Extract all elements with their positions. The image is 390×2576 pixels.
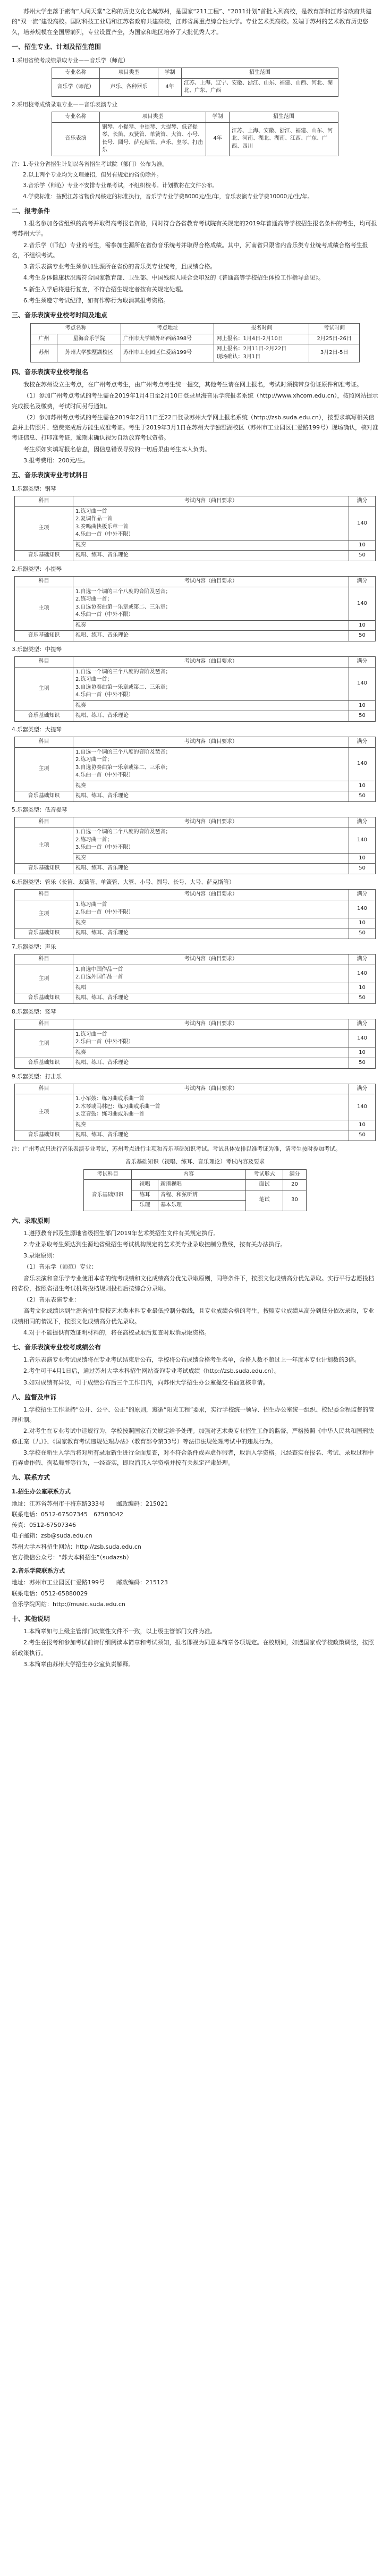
instrument-type-label: 7.乐器类型：声乐 [12,943,56,950]
table-header: 科目 [15,577,73,587]
contact-line: 联系电话：0512-65880029 [12,1590,88,1597]
table-header: 考试内容（曲目要求） [73,737,349,748]
table-header: 专业名称 [52,68,100,79]
table-header: 满分 [349,496,376,507]
instrument-type-label: 3.乐器类型：中提琴 [12,646,62,653]
section-6-title: 六、录取原则 [12,1217,50,1224]
instrument-type-label: 6.乐器类型：管乐（长笛、双簧管、单簧管、大管、小号、圆号、长号、大号、萨克斯管） [12,879,235,885]
exam-subject-table [14,954,376,1004]
table-header: 科目 [15,496,73,507]
table-header: 考试科目 [84,1169,132,1180]
table-row: 音乐基础知识 视唱、练耳、音乐理论 50 [15,791,376,802]
instrument-type-label: 5.乐器类型：低音提琴 [12,806,67,813]
table-row: 主项 1.练习曲一首 2.乐曲一首（中外不限） 140 [15,1029,376,1048]
table-row: 视奏 10 [15,853,376,864]
instrument-type-label: 9.乐器类型：打击乐 [12,1073,62,1080]
table-row: 主项 1.自选一个调的三个八度的音阶及琶音； 2.练习曲一首； 3.自选协奏曲第一乐章或第二、三乐章； 4.乐曲一首（中外不限） 140 [15,747,376,781]
contact-line: 联系电话：0512-67507345 67503042 [12,1510,123,1518]
table-row: 视奏 10 [15,700,376,711]
table-header: 满分 [349,955,376,965]
paragraph: 5.新生入学后将进行复查，不符合招生规定者按有关规定处理。 [23,285,187,293]
table-row: 视唱 10 [15,983,376,993]
table-header: 满分 [283,1169,307,1180]
contact-sub-2: 2.音乐学院联系方式 [12,1567,65,1575]
exam-site-table [30,323,360,362]
paragraph: 4.考生身体健康状况需符合国家教育部、卫生部、中国残疾人联合会印发的《普通高等学校招生体检工作指导意见》。 [23,274,324,282]
table-row: 音乐基础知识 视唱、练耳、音乐理论 50 [15,711,376,722]
paragraph: 2.专业录取考生须达到生源地省级招生考试机构规定的艺术类专业录取控制分数线，按有关办法执行。 [23,1240,286,1248]
contact-line: 传真：0512-67507346 [12,1522,76,1529]
table-header: 科目 [15,817,73,827]
table-row: 音乐基础知识 视唱、练耳、音乐理论 50 [15,928,376,939]
table-row: 音乐基础知识 视唱 新谱视唱 面试 20 [84,1180,307,1190]
paragraph: 3.本简章由苏州大学招生办公室负责解释。 [23,1660,134,1668]
table-header: 科目 [15,1019,73,1030]
table-row: 主项 1.自选一个调的三个八度的音阶及琶音； 2.练习曲一首； 3.自选协奏曲第一乐章或第二、三乐章； 4.乐曲一首（中外不限） 140 [15,667,376,700]
table-header: 科目 [15,657,73,668]
table-header: 考试内容（曲目要求） [73,577,349,587]
paragraph: 3.报考费用：200元/生。 [23,457,89,464]
section-1-title: 一、招生专业、计划及招生范围 [12,43,101,50]
paragraph: 2.音乐学（师范）专业的考生，需参加生源所在省份音乐统考并取得合格成绩。其中，河南省只限省内音乐类专业统考成绩合格考生报名，不组织考试。 [12,241,368,259]
paragraph: （1）音乐学（师范）专业： [23,1263,97,1271]
paragraph: （1）参加广州考点考试的考生需在2019年1月4日至2月10日登录星海音乐学院报名系统（http://www.xhcom.edu.cn），按照网站提示完成报名及缴费，考试时间另行通知。 [12,392,378,410]
intro-paragraph: 苏州大学坐落于素有“人间天堂”之称的历史文化名城苏州，是国家“211工程”、“2011计划”首批入列高校，是教育部和江苏省政府共建的“双一流”建设高校。国防科技工业局和江苏省政府共建高校，江苏省属重点综合性大学。专业艺术类高校。发端于苏州的艺术教育历史悠久，培养规模在全国居前列，专业设置齐全，为国家和地区培养了大批优秀人才。 [12,8,372,36]
table-header: 考试内容（曲目要求） [73,496,349,507]
table-row: 主项 1.自选中国作品一首 2.自选外国作品一首 140 [15,965,376,983]
table-header: 考点名称 [31,324,121,334]
instrument-type-label: 2.乐器类型：小提琴 [12,565,62,572]
exam-subject-table [14,496,376,561]
table-header: 满分 [349,657,376,668]
paragraph: 1.音乐表演专业考试成绩将在专业考试结束后公布，学校将公布成绩合格考生名单，合格人数不超过上一年度本专业计划数的3倍。 [23,1356,360,1364]
section-10-title: 十、其他说明 [12,1615,50,1623]
table-header: 专业名称 [52,112,100,123]
table-row: 音乐基础知识 视唱、练耳、音乐理论 50 [15,551,376,561]
paragraph: 2.考生在报考和参加考试前请仔细阅读本简章和考试须知，报名即视为同意本简章各项规定。在校期间，如遇国家或学校政策调整，按照新政策执行。 [12,1639,374,1657]
table-header: 科目 [15,1084,73,1094]
section-4-title: 四、音乐表演专业校考报名 [12,368,89,376]
table-header: 报名时间 [214,324,309,334]
paragraph: 1.报名参加各省组织的高考并取得高考报名资格，同时符合各省教育考试院有关规定的2019年普通高等学校招生报名条件的考生，均可报考苏州大学。 [12,220,377,238]
paragraph: 2.对考生在专业考试中违规行为，学校按照国家有关规定给予处理。加强对艺术类专业招生工作的监督，严格按照《中华人民共和国刑法修正案（九）》、《国家教育考试违规处理办法》（教育部令第33号）等法律法规处理考试中的违规行为。 [12,1428,374,1445]
paragraph: （2）参加苏州考点考试的考生需在2019年2月11日至22日登录苏州大学网上报名系统（http://zsb.suda.edu.cn），按要求填写相关信息并上传照片、缴费完成后方能生成准考证。考生于2019年3月1日在苏州大学独墅湖校区（苏州市工业园区仁爱路199号）现场确认，核对准考证信息、打印准考证，逾期未确认视为自动放弃考试资格。 [12,413,378,442]
table-row: 主项 1.练习曲一首 2.复调作品一首 3.奏鸣曲快板乐章一首 4.乐曲一首（中外不限） 140 [15,506,376,540]
instrument-type-label: 8.乐器类型：竖琴 [12,1008,56,1015]
exam-subject-table [14,817,376,874]
table-row: 音乐基础知识 视唱、练耳、音乐理论 50 [15,993,376,1004]
table-header: 学制 [206,112,230,123]
table-header: 满分 [349,1019,376,1030]
exam-subject-table [14,1019,376,1069]
table-row: 音乐基础知识 视唱、练耳、音乐理论 50 [15,864,376,874]
table-row: 视奏 10 [15,918,376,928]
table-header: 招生范围 [230,112,338,123]
section-1-sub-1: 1.采用省统考成绩录取专业——音乐学（师范） [12,57,129,64]
table-header: 科目 [15,737,73,748]
paragraph: （2）音乐表演专业： [23,1296,80,1304]
instrument-type-label: 1.乐器类型：钢琴 [12,486,56,492]
table-header: 项目类型 [100,112,206,123]
table-row: 视奏 10 [15,540,376,551]
table-row: 音乐表演 钢琴、小提琴、中提琴、大提琴、低音提琴、长笛、双簧管、单簧管、大管、小号、长号、圆号、萨克斯管、声乐、竖琴、打击乐 4年 江苏、上海、安徽、浙江、福建、山东、河北、河南、湖北、湖南、江西、广东、广西、四川 [52,122,338,156]
table-row: 主项 1.自选一个调的二个八度的音阶及琶音； 2.练习曲一首； 3.乐曲一首（中外不限） 140 [15,827,376,854]
section-2-title: 二、报考条件 [12,207,50,215]
table-header: 满分 [349,1084,376,1094]
paragraph: 3.如对成绩有异议，可于成绩公布后三个工作日内，向苏州大学招生办公室提交书面复核申请。 [23,1379,269,1386]
exam-subject-table [14,1084,376,1141]
contact-line: 地址：苏州市工业园区仁爱路199号 邮政编码：215123 [12,1579,168,1586]
table-header: 科目 [15,890,73,900]
paragraph: 1.学校招生工作坚持“公开、公平、公正”的原则，遵循“阳光工程”要求，实行学校统一领导、招生办公室统一组织、校纪委全程监督的管理机制。 [12,1406,375,1424]
instrument-type-label: 4.乐器类型：大提琴 [12,726,62,733]
table-row: 主项 1.练习曲一首 2.乐曲一首（中外不限） 140 [15,900,376,918]
paragraph: 3.录取原则： [23,1252,58,1260]
paragraph: 3.音乐表演专业考生须参加生源所在省份的音乐类专业统考，且成绩合格。 [23,263,216,270]
table-row: 视奏 10 [15,620,376,631]
table-header: 满分 [349,737,376,748]
table-row: 主项 1.小军鼓：练习曲或乐曲一首 2.木琴或马林巴：练习曲或乐曲一首 3.定音鼓：练习曲或乐曲一首 140 [15,1094,376,1120]
table-row: 音乐学（师范） 声乐、各种器乐 4年 江苏、上海、辽宁、安徽、浙江、山东、福建、山西、河北、湖北、广东、广西 [52,78,338,96]
section-1-notes: 注：1.专业分省招生计划以各省招生考试院（部门）公布为准。 2.以上两个专业均为文理兼招，但另有规定的省份除外。 3.音乐学（师范）专业不安排专业课考试，不组织校考。计划数将在文件公布。 4.学费标准：按照江苏省物价局核定的标准执行，音乐学专业学费8000元/生/年，音乐表演专业学费10000元/生/年。 [12,161,313,200]
exam-subject-groups [12,484,378,1141]
paragraph: 我校在苏州设立主考点，在广州考点考生，由广州考点考生统一提交，其他考生请在网上报名，考试时须携带身份证原件和准考证。 [23,381,362,388]
table-row: 练耳 音程、和弦听辨 笔试 30 [84,1190,307,1201]
contact-email[interactable]: 电子邮箱：zsb@suda.edu.cn [12,1532,92,1540]
table-header: 考点地址 [121,324,214,334]
section-5-note: 注：广州考点只进行音乐表演专业考试，苏州考点进行主项和音乐基础知识考试。考试具体安排以准考证为准，请考生按时参加考试。 [12,1145,341,1152]
table-header: 考试内容（曲目要求） [73,1084,349,1094]
table-header: 考试内容（曲目要求） [73,955,349,965]
music-basics-table [83,1169,307,1211]
table-row: 乐理 基本乐理 [84,1201,307,1211]
paragraph: 4.对于不能提供有效证明材料的，将在高校录取后复查时取消录取资格。 [23,1329,210,1336]
table-header: 科目 [15,955,73,965]
table-row: 广州 星海音乐学院 广州市大学城外环西路398号 网上报名：1月4日-2月10日 2月25日-26日 [31,334,360,344]
table-header: 考试内容（曲目要求） [73,890,349,900]
table-header: 考试内容（曲目要求） [73,817,349,827]
section-3-title: 三、音乐表演专业校考时间及地点 [12,311,108,319]
exam-subject-table [14,656,376,722]
table-header: 考试形式 [246,1169,283,1180]
paragraph: 1.遵照教育部及生源地省级招生部门2019年艺术类招生文件有关规定执行。 [23,1229,219,1237]
table-row: 视奏 10 [15,1048,376,1058]
table-header: 考试时间 [309,324,360,334]
contact-website-link[interactable]: 音乐学院网站：http://music.suda.edu.cn [12,1600,125,1608]
exam-subject-table [14,737,376,802]
table-header: 考试内容（曲目要求） [73,657,349,668]
section-5-title: 五、音乐表演专业考试科目 [12,471,89,479]
paragraph: 1.本简章如与上级主管部门政策性文件不一致，以上级主管部门文件为准。 [23,1628,216,1635]
table-row: 主项 1.自选一个调的三个八度的音阶及琶音； 2.练习曲一首； 3.自选协奏曲第一乐章或第二、三乐章； 4.乐曲一首（中外不限） 140 [15,587,376,620]
table-row: 视奏 10 [15,1120,376,1130]
section-8-title: 八、监督及申诉 [12,1393,57,1401]
section-7-title: 七、音乐表演专业校考成绩公布 [12,1344,101,1352]
table-row: 音乐基础知识 视唱、练耳、音乐理论 50 [15,631,376,641]
table-header: 考试内容（曲目要求） [73,1019,349,1030]
table-header: 学制 [158,68,182,79]
table-header: 内容 [132,1169,246,1180]
table-row: 苏州 苏州大学独墅湖校区 苏州市工业园区仁爱路199号 网上报名：2月11日-2月22日 现场确认：3月1日 3月2日-5日 [31,344,360,362]
paragraph: 考生须如实填写报名信息，因信息错误导致的一切后果由考生本人负责。 [23,445,210,453]
paragraph: 2.考生可于4月1日后，通过苏州大学本科招生网站查询专业考试成绩（http://zsb.suda.edu.cn）。 [23,1367,280,1375]
table-row: 音乐基础知识 视唱、练耳、音乐理论 50 [15,1130,376,1141]
table-header: 招生范围 [182,68,338,79]
section-9-title: 九、联系方式 [12,1474,50,1482]
music-basics-label: 音乐基础知识（视唱、练耳、音乐理论）考试内容及要求 [125,1159,265,1165]
contact-block [12,1487,378,1609]
contact-line: 地址：江苏省苏州市干将东路333号 邮政编码：215021 [12,1500,168,1507]
paragraph: 3.学校在新生入学后将对所有录取新生进行全面复查，对不符合条件或弄虚作假者，取消入学资格。凡经查实在报名、考试、录取过程中有弄虚作假、徇私舞弊等行为，一经查实，即取消其入学资格并按有关规定严肃处理。 [12,1449,374,1467]
section-1-sub-2: 2.采用校考成绩录取专业——音乐表演专业 [12,101,118,108]
exam-subject-table [14,889,376,939]
contact-line: 官方微信公众号：“苏大本科招生”（sudazsb） [12,1553,132,1561]
table-header: 满分 [349,817,376,827]
table-row: 音乐基础知识 视唱、练耳、音乐理论 50 [15,1058,376,1069]
contact-sub-1: 1.招生办公室联系方式 [12,1488,71,1496]
paragraph: 6.考生须遵守考试纪律，如有作弊行为取消其报考资格。 [23,297,169,304]
paragraph: 音乐表演和音乐学专业使用本省的统考成绩和文化成绩高分优先录取原则，同等条件下，按照文化成绩高分优先录取。实行平行志愿投档的省份，按照省招生考试机构投档规则投档后按综合分录取。 [12,1274,374,1292]
plan-table-1 [52,67,338,97]
exam-subject-table [14,576,376,641]
contact-website-link[interactable]: 苏州大学本科招生网站：http://zsb.suda.edu.cn [12,1543,141,1550]
table-header: 项目类型 [100,68,158,79]
plan-table-2 [52,112,338,156]
table-row: 视奏 10 [15,781,376,791]
table-header: 满分 [349,577,376,587]
paragraph: 高考文化成绩达到生源省招生院校艺术类本科专业最低控制分数线，且专业成绩合格的考生，按照专业成绩从高分到低分依次录取，专业成绩相同的情况下，按照文化成绩高分优先录取。 [12,1307,374,1325]
table-header: 满分 [349,890,376,900]
